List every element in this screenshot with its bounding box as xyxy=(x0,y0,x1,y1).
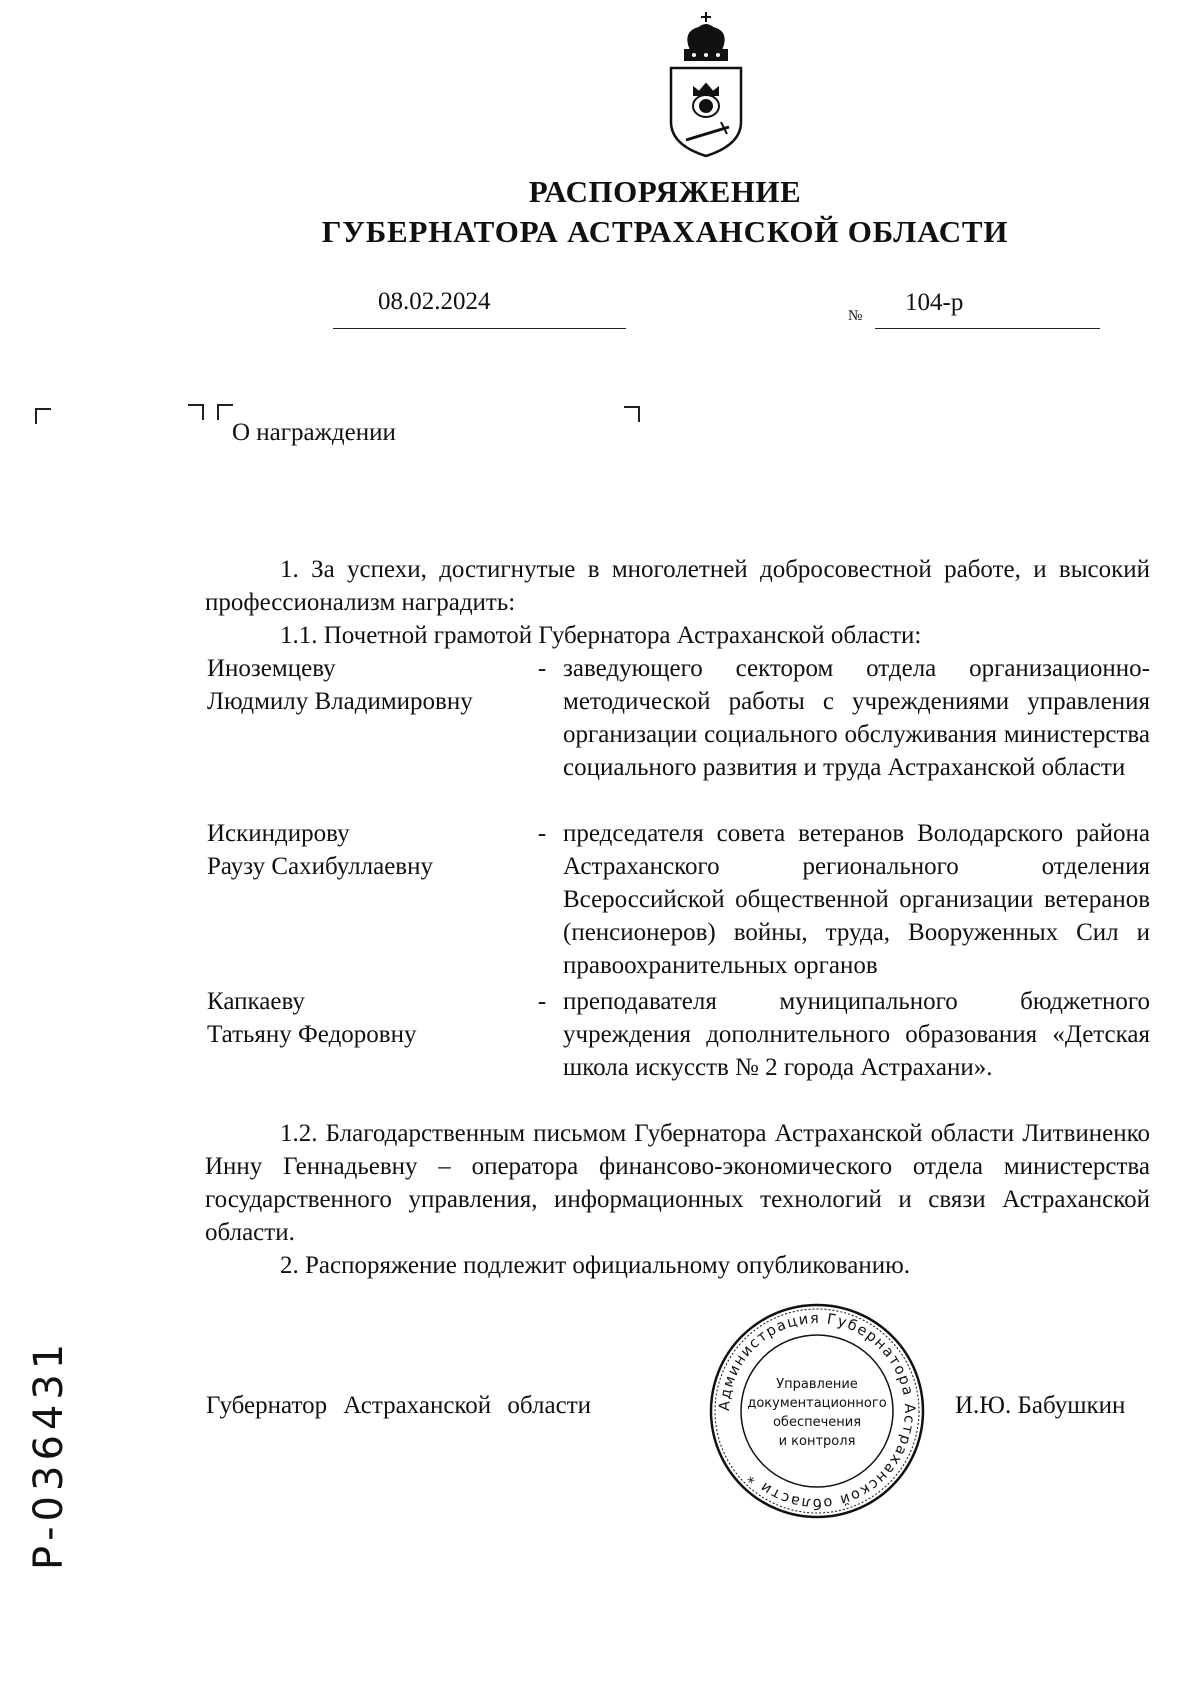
corner-bracket-left xyxy=(35,408,51,424)
number-sign: № xyxy=(848,308,863,324)
seal-center-line-1: Управление xyxy=(776,1377,858,1392)
seal-ring-text: Администрация Губернатора Астраханской области * xyxy=(716,1310,918,1512)
serial-number-text: Р-036431 xyxy=(26,1338,72,1570)
awardee-2-surname: Искиндирову xyxy=(207,820,350,847)
awardee-3-name: Татьяну Федоровну xyxy=(207,1021,417,1048)
signatory-position: Губернатор Астраханской области xyxy=(206,1392,592,1419)
awardee-2-description: председателя совета ветеранов Володарского района Астраханского регионального отделения Всероссийской общественной организации ветеранов (пенсионеров) войны, труда, Вооруженных Сил и правоохранительных органов xyxy=(563,820,1150,979)
document-number: 104-р xyxy=(905,289,964,316)
awardee-3-surname: Капкаеву xyxy=(207,988,305,1015)
issuer-title: ГУБЕРНАТОРА АСТРАХАНСКОЙ ОБЛАСТИ xyxy=(321,214,1009,249)
paragraph-1: 1. За успехи, достигнутые в многолетней добросовестной работе, и высокий профессионализм наградить: xyxy=(205,556,1150,616)
document-type-title: РАСПОРЯЖЕНИЕ xyxy=(528,174,802,209)
seal-center-line-3: обеспечения xyxy=(772,1415,862,1430)
document-date: 08.02.2024 xyxy=(378,288,491,315)
document-subject: О награждении xyxy=(232,419,396,446)
corner-bracket-right xyxy=(624,406,640,422)
astrakhan-coat-of-arms-icon xyxy=(661,10,751,160)
corner-bracket-inner-left xyxy=(188,404,204,420)
paragraph-2: 2. Распоряжение подлежит официальному опубликованию. xyxy=(280,1252,911,1279)
awardee-1-surname: Иноземцеву xyxy=(207,655,336,682)
paragraph-1-1: 1.1. Почетной грамотой Губернатора Астраханской области: xyxy=(280,622,922,649)
corner-bracket-inner-right xyxy=(217,404,233,420)
official-seal xyxy=(708,1302,926,1520)
awardee-3-dash: - xyxy=(537,988,547,1015)
awardee-3-description: преподавателя муниципального бюджетного учреждения дополнительного образования «Детская школа искусств № 2 города Астрахани». xyxy=(563,988,1150,1081)
date-underline xyxy=(333,328,626,329)
awardee-1-name: Людмилу Владимировну xyxy=(207,688,473,715)
seal-center-line-4: и контроля xyxy=(778,1434,856,1449)
awardee-2-name: Раузу Сахибуллаевну xyxy=(207,853,433,880)
paragraph-1-2: 1.2. Благодарственным письмом Губернатора Астраханской области Литвиненко Инну Геннадьевну – оператора финансово-экономического отдела министерства государственного управления, информационных технологий и связи Астраханской области. xyxy=(205,1120,1150,1246)
awardee-1-description: заведующего сектором отдела организационно-методической работы с учреждениями управления организации социального обслуживания министерства социального развития и труда Астраханской области xyxy=(563,655,1150,781)
signatory-name: И.Ю. Бабушкин xyxy=(955,1392,1126,1419)
serial-number xyxy=(14,1338,104,1575)
number-underline xyxy=(875,328,1100,329)
awardee-1-dash: - xyxy=(537,655,547,682)
seal-center-line-2: документационного xyxy=(747,1396,887,1411)
awardee-2-dash: - xyxy=(537,820,547,847)
